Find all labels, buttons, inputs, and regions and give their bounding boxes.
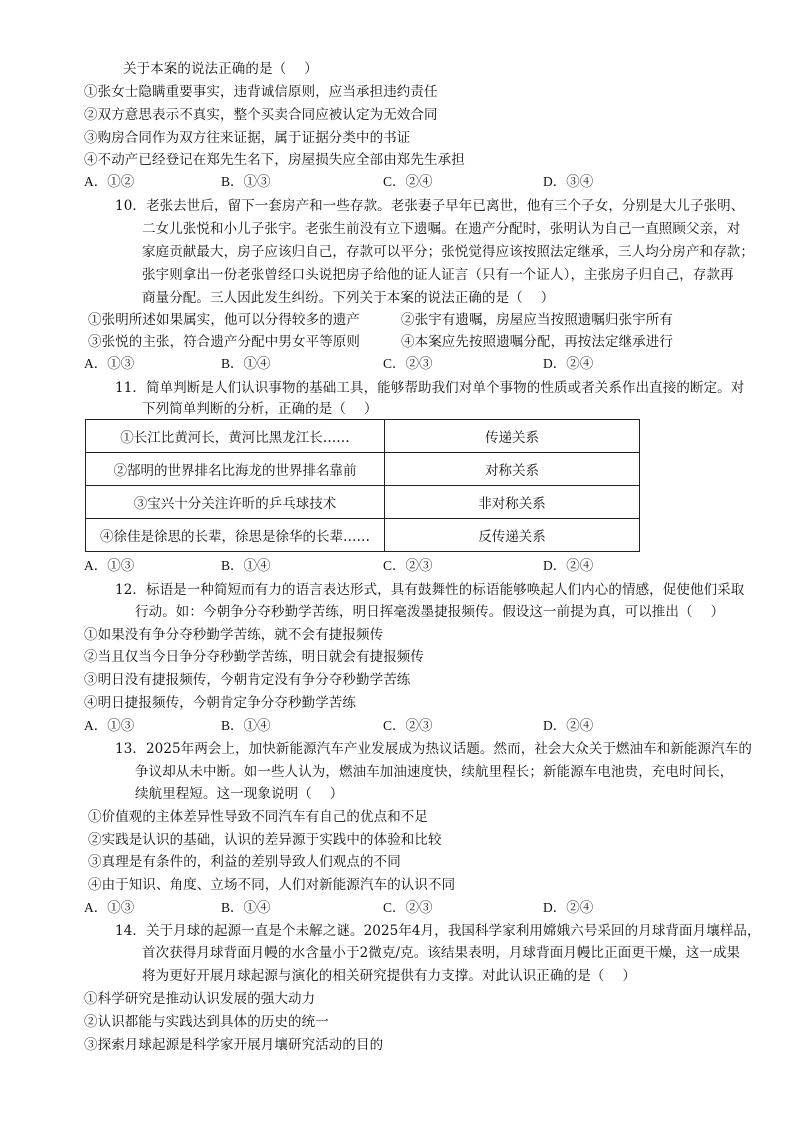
q12-item-4: ④明日捷报频传，今朝肯定争分夺秒勤学苦练 — [84, 695, 356, 711]
q13-option-d[interactable]: D．②④ — [543, 900, 594, 915]
relation-cell: 非对称关系 — [385, 486, 640, 519]
q11-option-c[interactable]: C．②③ — [383, 558, 433, 573]
q12-option-a[interactable]: A．①③ — [84, 718, 135, 733]
q10-options — [84, 353, 724, 375]
q13-item-1: ①价值观的主体差异性导致不同汽车有自己的优点和不足 — [88, 809, 428, 825]
q9-option-c[interactable]: C．②④ — [383, 174, 433, 189]
judgment-cell: ③宝兴十分关注许昕的乒乓球技术 — [86, 486, 385, 519]
q14-stem-line-3: 将为更好开展月球起源与演化的相关研究提供有力支撑。对此认识正确的是（ ） — [142, 968, 636, 984]
q9-item-4: ④不动产已经登记在郑先生名下，房屋损失应全部由郑先生承担 — [84, 152, 465, 168]
q12-option-d[interactable]: D．②④ — [543, 718, 594, 733]
q14-stem-line-1: 14．关于月球的起源一直是个未解之谜。2025年4月，我国科学家利用嫦娥六号采回的月球背面月壤样品， — [115, 923, 761, 939]
q9-stem: 关于本案的说法正确的是（ ） — [123, 61, 318, 77]
q13-item-2: ②实践是认识的基础，认识的差异源于实践中的体验和比较 — [88, 832, 442, 848]
q11-option-b[interactable]: B．①④ — [221, 558, 271, 573]
q12-option-b[interactable]: B．①④ — [221, 718, 271, 733]
q9-option-a[interactable]: A．①② — [84, 174, 135, 189]
judgment-table — [85, 419, 640, 552]
table-row — [86, 519, 640, 552]
q11-option-a[interactable]: A．①③ — [84, 558, 135, 573]
q13-option-c[interactable]: C．②③ — [383, 900, 433, 915]
q12-item-3: ③明日没有捷报频传，今朝肯定没有争分夺秒勤学苦练 — [84, 672, 411, 688]
relation-cell: 反传递关系 — [385, 519, 640, 552]
q9-item-2: ②双方意思表示不真实，整个买卖合同应被认定为无效合同 — [84, 107, 438, 123]
table-row — [86, 420, 640, 453]
q11-option-d[interactable]: D．②④ — [543, 558, 594, 573]
q9-item-3: ③购房合同作为双方往来证据，属于证据分类中的书证 — [84, 130, 411, 146]
q13-option-a[interactable]: A．①③ — [84, 900, 135, 915]
q14-stem-line-2: 首次获得月球背面月幔的水含量小于2微克/克。该结果表明，月球背面月幔比正面更干燥，这一成果 — [142, 945, 741, 961]
table-row — [86, 486, 640, 519]
q10-stem-line-1: 10．老张去世后，留下一套房产和一些存款。老张妻子早年已离世，他有三个子女，分别是大儿子张明、 — [115, 198, 745, 214]
q10-item-4: ④本案应先按照遗嘱分配，再按法定继承进行 — [401, 334, 673, 350]
q13-item-3: ③真理是有条件的，利益的差别导致人们观点的不同 — [88, 854, 401, 870]
q10-option-c[interactable]: C．②③ — [383, 356, 433, 371]
judgment-cell: ②郜明的世界排名比海龙的世界排名靠前 — [86, 453, 385, 486]
q10-item-1: ①张明所述如果属实，他可以分得较多的遗产 — [88, 312, 360, 328]
relation-cell: 传递关系 — [385, 420, 640, 453]
q9-option-b[interactable]: B．①③ — [221, 174, 271, 189]
q14-item-3: ③探索月球起源是科学家开展月壤研究活动的目的 — [84, 1037, 384, 1053]
q10-item-2: ②张宇有遗嘱，房屋应当按照遗嘱归张宇所有 — [401, 312, 673, 328]
q10-option-a[interactable]: A．①③ — [84, 356, 135, 371]
q10-stem-line-3: 家庭贡献最大，房子应该归自己，存款可以平分；张悦觉得应该按照法定继承，三人均分房产和存款； — [142, 244, 754, 260]
judgment-cell: ④徐佳是徐思的长辈，徐思是徐华的长辈…… — [86, 519, 385, 552]
q12-stem-line-1: 12．标语是一种简短而有力的语言表达形式，具有鼓舞性的标语能够唤起人们内心的情感，促使他们采取 — [115, 582, 745, 598]
q12-stem-line-2: 行动。如：今朝争分夺秒勤学苦练，明日挥毫泼墨捷报频传。假设这一前提为真，可以推出（ ） — [135, 604, 725, 620]
q9-item-1: ①张女士隐瞒重要事实，违背诚信原则，应当承担违约责任 — [84, 84, 438, 100]
q11-stem-line-1: 11．简单判断是人们认识事物的基础工具，能够帮助我们对单个事物的性质或者关系作出直接的断定。对 — [115, 380, 745, 396]
q14-item-2: ②认识都能与实践达到具体的历史的统一 — [84, 1014, 329, 1030]
q12-options — [84, 715, 724, 737]
table-row — [86, 453, 640, 486]
q13-stem-line-1: 13．2025年两会上，加快新能源汽车产业发展成为热议话题。然而，社会大众关于燃油车和新能源汽车的 — [115, 741, 752, 757]
q11-options — [84, 555, 724, 577]
q10-option-b[interactable]: B．①④ — [221, 356, 271, 371]
q10-option-d[interactable]: D．②④ — [543, 356, 594, 371]
q10-stem-line-2: 二女儿张悦和小儿子张宇。老张生前没有立下遗嘱。在遗产分配时，张明认为自己一直照顾父亲，对 — [142, 221, 741, 237]
q10-stem-line-5: 商量分配。三人因此发生纠纷。下列关于本案的说法正确的是（ ） — [142, 290, 555, 306]
judgment-cell: ①长江比黄河长，黄河比黑龙江长…… — [86, 420, 385, 453]
q9-option-d[interactable]: D．③④ — [543, 174, 594, 189]
q12-item-1: ①如果没有争分夺秒勤学苦练，就不会有捷报频传 — [84, 627, 384, 643]
q12-item-2: ②当且仅当今日争分夺秒勤学苦练，明日就会有捷报频传 — [84, 649, 424, 665]
q11-stem-line-2: 下列简单判断的分析，正确的是（ ） — [142, 401, 378, 417]
q13-stem-line-3: 续航里程短。这一现象说明（ ） — [135, 786, 344, 802]
q13-stem-line-2: 争议却从未中断。如一些人认为，燃油车加油速度快，续航里程长；新能源车电池贵，充电时间长， — [135, 764, 734, 780]
q12-option-c[interactable]: C．②③ — [383, 718, 433, 733]
q14-item-1: ①科学研究是推动认识发展的强大动力 — [84, 991, 316, 1007]
q10-item-3: ③张悦的主张，符合遗产分配中男女平等原则 — [88, 334, 360, 350]
relation-cell: 对称关系 — [385, 453, 640, 486]
q9-options — [84, 171, 724, 193]
q13-option-b[interactable]: B．①④ — [221, 900, 271, 915]
q10-stem-line-4: 张宇则拿出一份老张曾经口头说把房子给他的证人证言（只有一个证人），主张房子归自己，存款再 — [142, 267, 734, 283]
q13-options — [84, 897, 724, 919]
q13-item-4: ④由于知识、角度、立场不同，人们对新能源汽车的认识不同 — [88, 877, 456, 893]
